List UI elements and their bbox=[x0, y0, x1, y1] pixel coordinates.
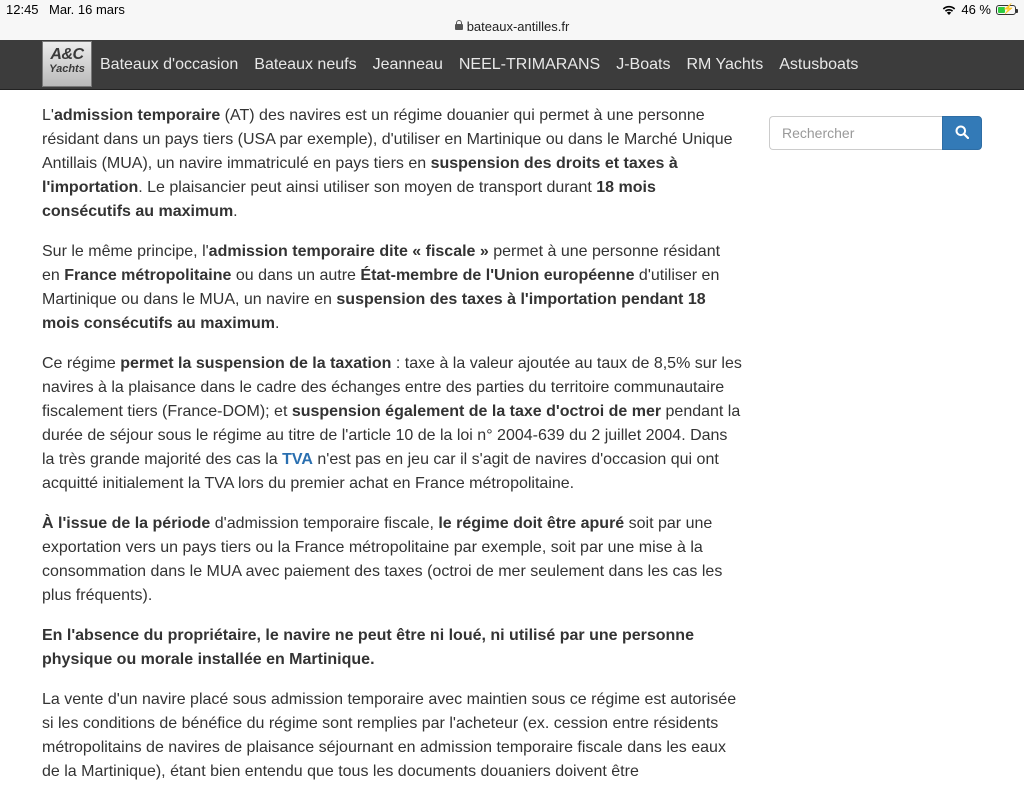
site-logo[interactable] bbox=[42, 41, 92, 87]
text: . bbox=[233, 203, 238, 220]
status-time: 12:45 bbox=[6, 2, 39, 17]
logo-line-1: A&C bbox=[50, 46, 84, 63]
paragraph-4 bbox=[42, 512, 742, 608]
text: : taxe à la valeur ajoutée au taux de 8,5% sur les navires à la plaisance dans le cadre des échanges entre des parties du territoire communautaire fiscalement tiers (France-DOM); et bbox=[42, 355, 742, 420]
emphasis: France métropolitaine bbox=[64, 267, 232, 284]
text: L' bbox=[42, 107, 54, 124]
text: ou dans un autre bbox=[231, 267, 361, 284]
article-body bbox=[42, 104, 742, 800]
emphasis: En l'absence du propriétaire, le navire ne peut être ni loué, ni utilisé par une personne physique ou morale installée en Martinique. bbox=[42, 627, 694, 668]
battery-percent: 46 % bbox=[961, 2, 991, 17]
emphasis: suspension également de la taxe d'octroi de mer bbox=[291, 403, 662, 420]
nav-item-bateaux-occasion[interactable]: Bateaux d'occasion bbox=[100, 56, 239, 73]
status-indicators bbox=[942, 2, 1016, 17]
logo-line-2: Yachts bbox=[49, 63, 85, 75]
lock-icon bbox=[455, 24, 463, 30]
emphasis: suspension des taxes à l'importation pendant 18 mois consécutifs au maximum bbox=[42, 291, 706, 332]
text: pendant la durée de séjour sous le régime au titre de l'article 10 de la loi n° 2004-639 du 2 juillet 2004. Dans la très grande majorité des cas la bbox=[42, 403, 741, 468]
paragraph-3 bbox=[42, 352, 742, 496]
emphasis: permet la suspension de la taxation bbox=[120, 355, 392, 372]
text: n'est pas en jeu car il s'agit de navires d'occasion qui ont acquitté initialement la TVA lors du premier achat en France métropolitaine. bbox=[42, 451, 719, 492]
paragraph-1 bbox=[42, 104, 742, 224]
emphasis: le régime doit être apuré bbox=[438, 515, 625, 532]
search-form bbox=[769, 116, 982, 150]
paragraph-5 bbox=[42, 624, 742, 672]
nav-item-j-boats[interactable]: J-Boats bbox=[616, 56, 671, 73]
status-bar bbox=[0, 0, 1024, 40]
text: . Le plaisancier peut ainsi utiliser son moyen de transport durant bbox=[138, 179, 597, 196]
search-icon bbox=[955, 125, 969, 142]
text: Ce régime bbox=[42, 355, 121, 372]
nav-item-jeanneau[interactable]: Jeanneau bbox=[372, 56, 443, 73]
emphasis: À l'issue de la période bbox=[42, 515, 211, 532]
text: soit par une exportation vers un pays tiers ou la France métropolitaine par exemple, soit par une mise à la consommation dans le MUA avec paiement des taxes (octroi de mer seulement dans les cas les plus fréquents). bbox=[42, 515, 723, 604]
emphasis: admission temporaire bbox=[53, 107, 221, 124]
emphasis: suspension des droits et taxes à l'importation bbox=[42, 155, 678, 196]
nav-item-astusboats[interactable]: Astusboats bbox=[779, 56, 859, 73]
tva-link[interactable]: TVA bbox=[282, 451, 313, 468]
address-bar[interactable] bbox=[0, 19, 1024, 34]
emphasis: 18 mois consécutifs au maximum bbox=[42, 179, 656, 220]
text: Sur le même principe, l' bbox=[42, 243, 209, 260]
search-button[interactable] bbox=[942, 116, 982, 150]
emphasis: État-membre de l'Union européenne bbox=[360, 267, 635, 284]
nav-menu bbox=[92, 40, 866, 89]
text: d'admission temporaire fiscale, bbox=[210, 515, 439, 532]
main-navbar bbox=[0, 40, 1024, 90]
paragraph-2 bbox=[42, 240, 742, 336]
paragraph-6: La vente d'un navire placé sous admission temporaire avec maintien sous ce régime est autorisée si les conditions de bénéfice du régime sont remplies par l'acheteur (ex. cession entre résidents métropolitains de navires de plaisance séjournant en admission temporaire fiscale dans les eaux de la Martinique), étant bien entendu que tous les documents douaniers doivent être bbox=[42, 691, 737, 780]
nav-item-rm-yachts[interactable]: RM Yachts bbox=[686, 56, 764, 73]
wifi-icon bbox=[942, 5, 956, 15]
emphasis: admission temporaire dite « fiscale » bbox=[208, 243, 489, 260]
nav-item-bateaux-neufs[interactable]: Bateaux neufs bbox=[254, 56, 357, 73]
address-url: bateaux-antilles.fr bbox=[466, 19, 570, 34]
text: . bbox=[274, 315, 280, 332]
search-input[interactable] bbox=[769, 116, 942, 150]
battery-icon: ⚡ bbox=[996, 5, 1016, 15]
text: (AT) des navires est un régime douanier qui permet à une personne résidant dans un pays tiers (USA par exemple), d'utiliser en Martinique ou dans le Marché Unique Antillais (MUA), un navire immatriculé en pays tiers en bbox=[42, 107, 733, 172]
text: permet à une personne résidant en bbox=[42, 243, 721, 284]
nav-item-neel-trimarans[interactable]: NEEL-TRIMARANS bbox=[458, 56, 601, 73]
text: d'utiliser en Martinique ou dans le MUA, un navire en bbox=[42, 267, 720, 308]
status-date: Mar. 16 mars bbox=[49, 2, 125, 17]
